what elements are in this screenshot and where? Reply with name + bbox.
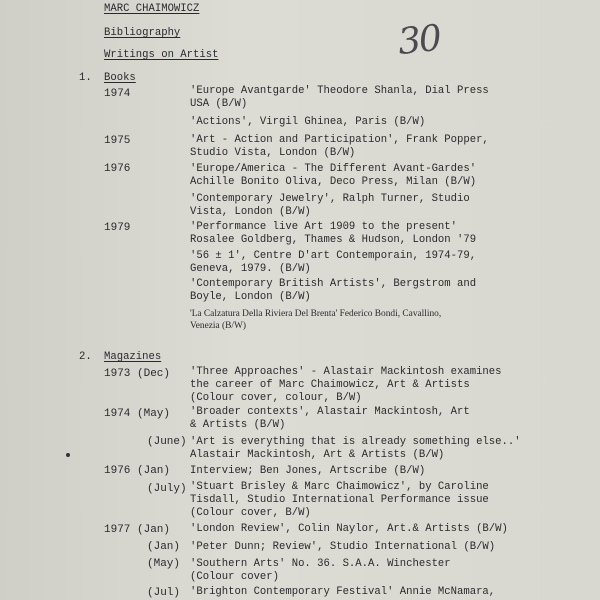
entry-line: Interview; Ben Jones, Artscribe (B/W): [190, 465, 426, 477]
entry-line: & Artists (B/W): [190, 419, 286, 431]
entry-line: 'Europe Avantgarde' Theodore Shanla, Dial Press: [190, 85, 489, 97]
entry-line: 'Art - Action and Participation', Frank Popper,: [190, 134, 489, 146]
entry-line: Alastair Mackintosh, Art & Artists (B/W): [190, 449, 445, 461]
entry-line: 'Brighton Contemporary Festival' Annie McNamara,: [190, 586, 496, 598]
year-label: 1976: [104, 163, 131, 175]
section-title: Bibliography: [104, 27, 181, 39]
entry-line: '56 ± 1', Centre D'art Contemporain, 1974-79,: [190, 250, 477, 262]
entry-line: Venezia (B/W): [190, 321, 246, 331]
entry-line: USA (B/W): [190, 98, 248, 110]
entry-line: 'Peter Dunn; Review', Studio International (B/W): [190, 541, 496, 553]
entry-line: Rosalee Goldberg, Thames & Hudson, London '79: [190, 234, 477, 246]
entry-line: Tisdall, Studio International Performance issue: [190, 494, 489, 506]
entry-line: 'London Review', Colin Naylor, Art.& Artists (B/W): [190, 523, 508, 535]
ink-mark: [66, 453, 70, 457]
books-number: 1.: [79, 72, 92, 84]
year-label: 1974: [104, 88, 131, 100]
date-label: 1977 (Jan): [104, 524, 171, 536]
entry-line: 'Actions', Virgil Ghinea, Paris (B/W): [190, 116, 426, 128]
date-label: (June): [147, 436, 187, 448]
date-label: (May): [147, 558, 181, 570]
date-label: (Jan): [147, 541, 181, 553]
date-label: 1976 (Jan): [104, 465, 171, 477]
entry-line: Boyle, London (B/W): [190, 291, 311, 303]
artist-name: MARC CHAIMOWICZ: [104, 3, 200, 15]
entry-line: Studio Vista, London (B/W): [190, 147, 356, 159]
entry-line: Vista, London (B/W): [190, 206, 311, 218]
entry-line: the career of Marc Chaimowicz, Art & Artists: [190, 379, 470, 391]
entry-line: Achille Bonito Oliva, Deco Press, Milan (B/W): [190, 176, 477, 188]
date-label: (July): [147, 483, 187, 495]
books-heading: Books: [104, 72, 136, 84]
entry-line: (Colour cover, B/W): [190, 507, 311, 519]
date-label: 1974 (May): [104, 408, 171, 420]
entry-line: 'Contemporary British Artists', Bergstrom and: [190, 278, 477, 290]
entry-line: 'Stuart Brisley & Marc Chaimowicz', by Caroline: [190, 481, 489, 493]
entry-line: (Colour cover): [190, 571, 280, 583]
handwritten-page-number: 30: [395, 17, 442, 64]
entry-line: 'Contemporary Jewelry', Ralph Turner, Studio: [190, 193, 470, 205]
year-label: 1975: [104, 135, 131, 147]
entry-line: 'La Calzatura Della Riviera Del Brenta' Federico Bondi, Cavallino,: [190, 309, 442, 319]
entry-line: 'Broader contexts', Alastair Mackintosh, Art: [190, 406, 470, 418]
entry-line: 'Three Approaches' - Alastair Mackintosh examines: [190, 366, 502, 378]
date-label: (Jul): [147, 587, 181, 599]
entry-line: 'Performance live Art 1909 to the present': [190, 221, 458, 233]
entry-line: 'Art is everything that is already something else..': [190, 436, 521, 448]
year-label: 1979: [104, 222, 131, 234]
entry-line: 'Southern Arts' No. 36. S.A.A. Winchester: [190, 558, 451, 570]
magazines-number: 2.: [79, 351, 92, 363]
entry-line: (Colour cover, colour, B/W): [190, 392, 362, 404]
entry-line: 'Europe/America - The Different Avant-Gardes': [190, 163, 477, 175]
magazines-heading: Magazines: [104, 351, 162, 363]
entry-line: Geneva, 1979. (B/W): [190, 263, 311, 275]
date-label: 1973 (Dec): [104, 368, 171, 380]
subsection-title: Writings on Artist: [104, 49, 219, 61]
